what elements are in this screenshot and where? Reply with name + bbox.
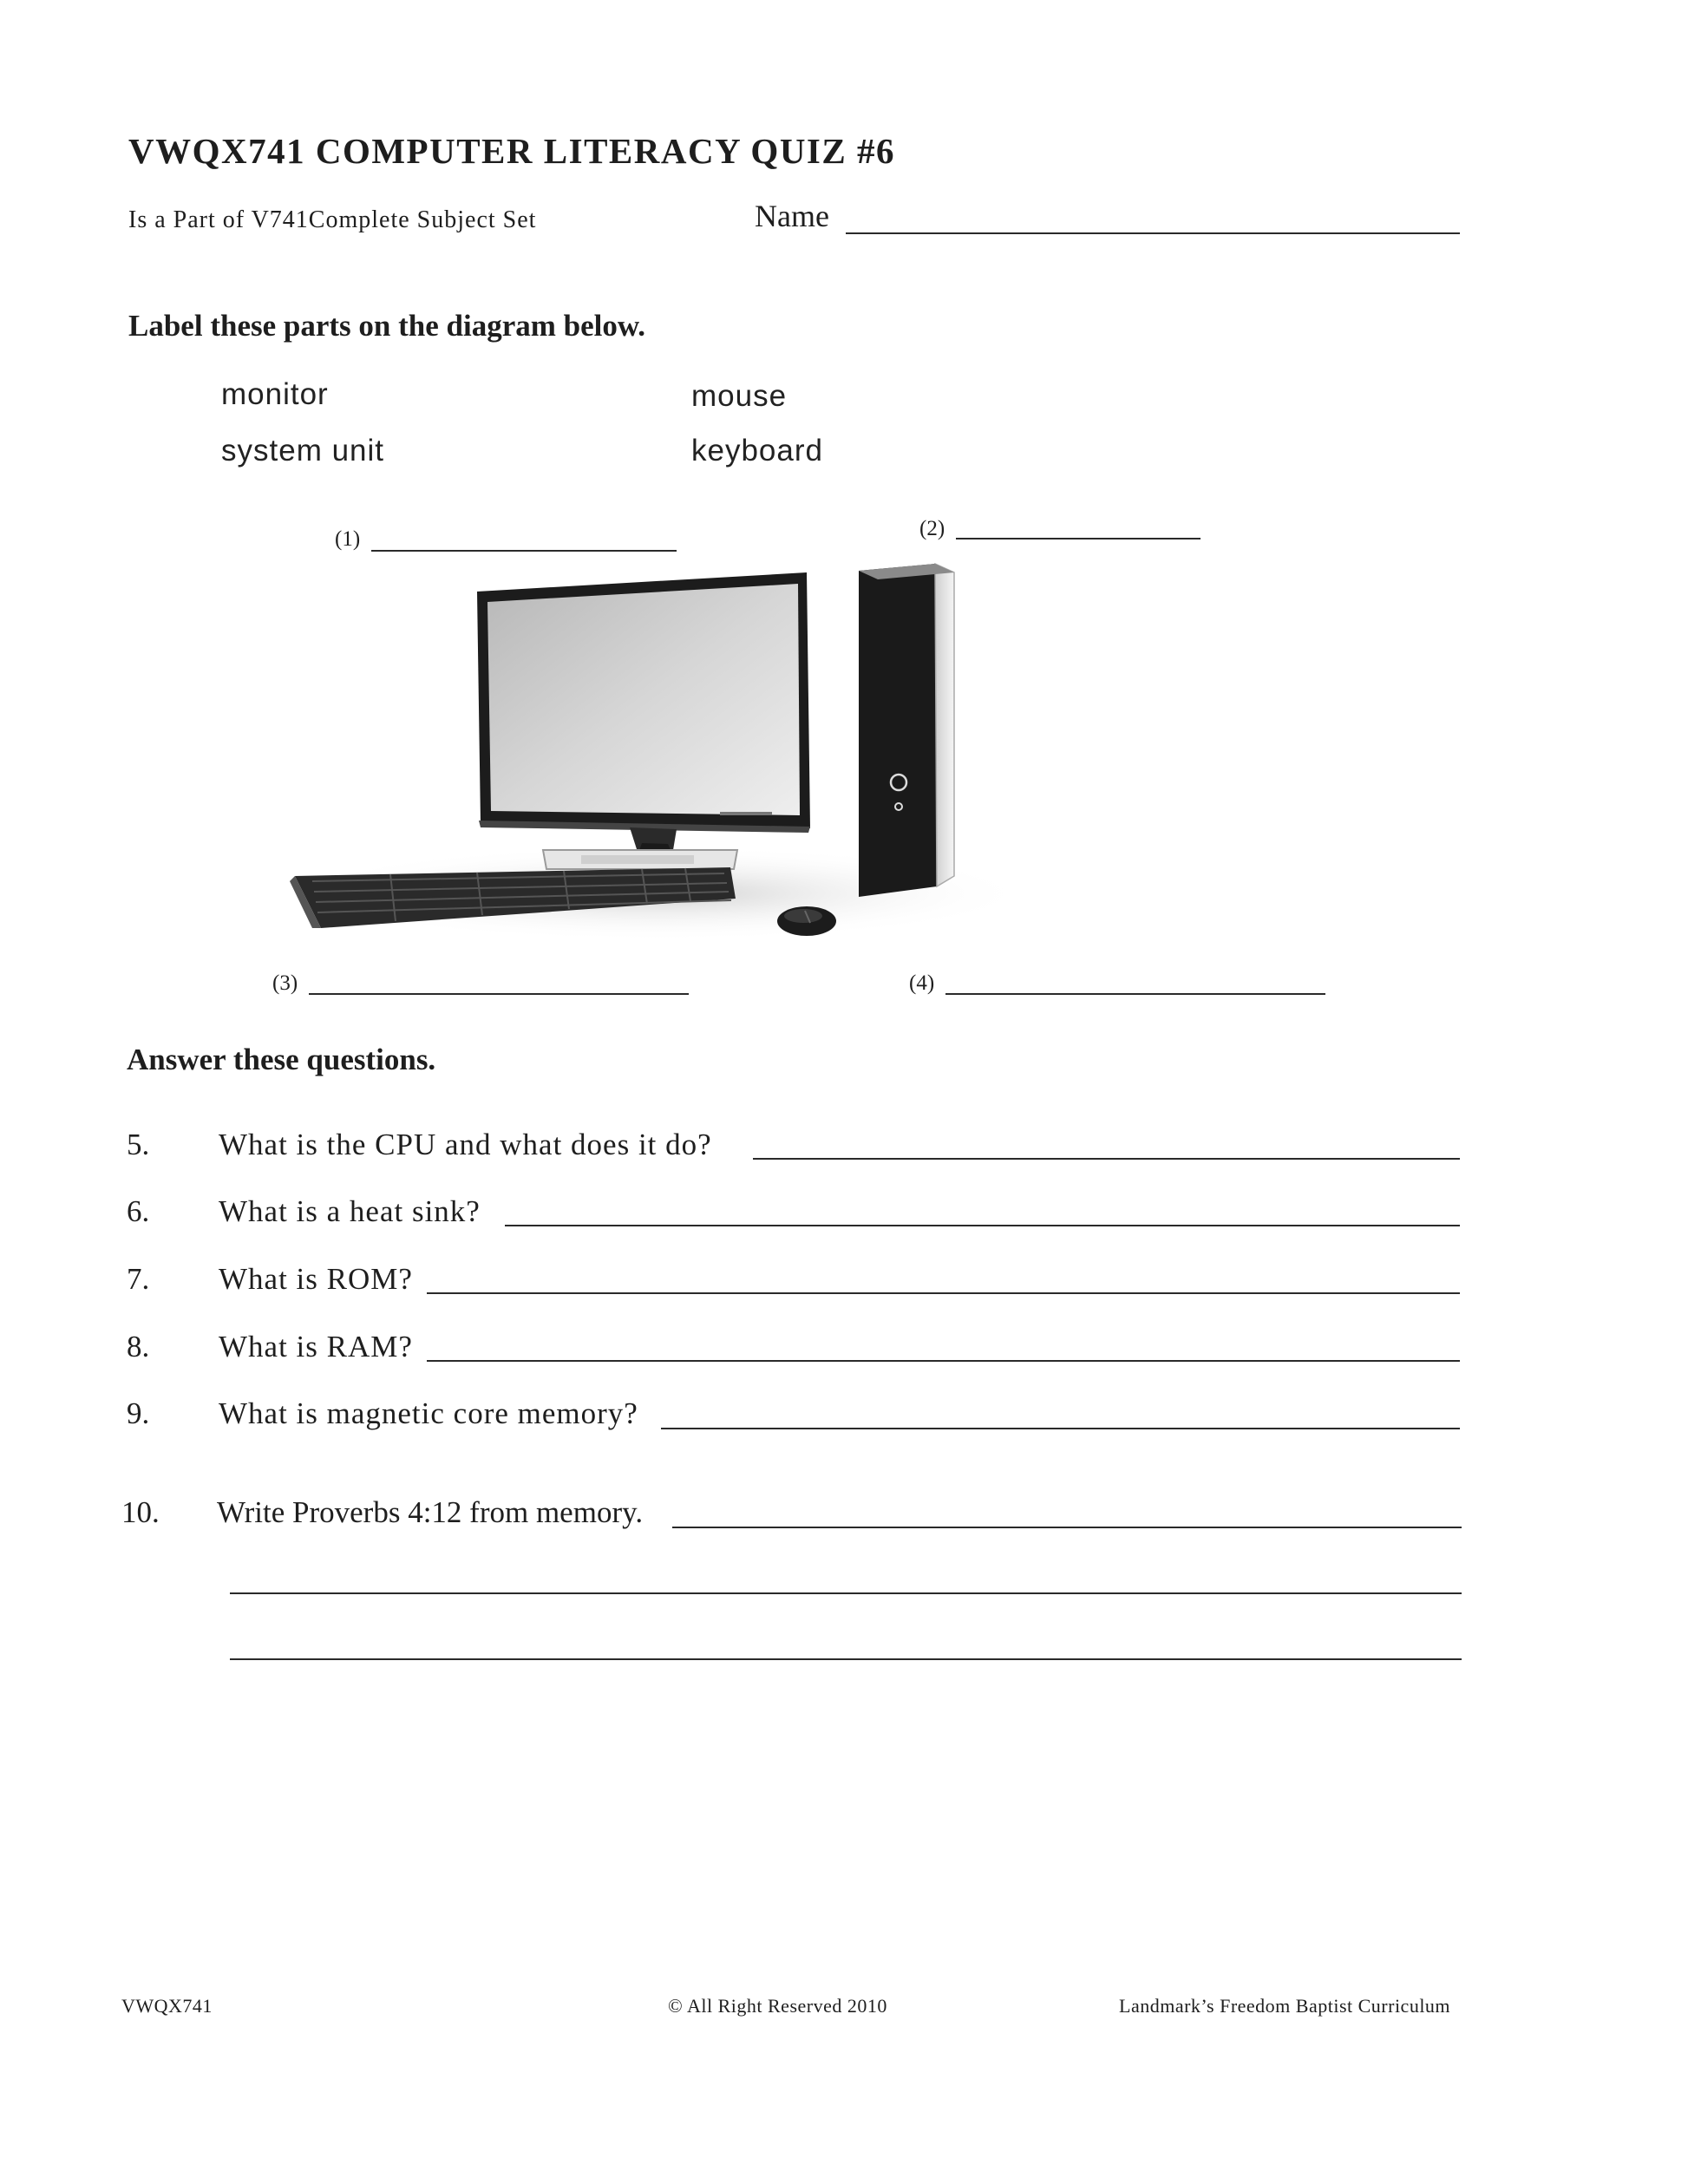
question-5-answer-line[interactable] [753, 1158, 1460, 1160]
question-5-text: What is the CPU and what does it do? [219, 1128, 712, 1161]
blank-label-1: (1) [335, 527, 361, 551]
question-5-number: 5. [127, 1128, 150, 1161]
questions-section-heading: Answer these questions. [127, 1043, 436, 1076]
question-6-answer-line[interactable] [505, 1225, 1460, 1226]
question-9-number: 9. [127, 1396, 150, 1430]
question-9-answer-line[interactable] [661, 1428, 1460, 1429]
blank-label-4: (4) [909, 971, 935, 995]
computer-diagram [286, 546, 1050, 963]
question-8-text: What is RAM? [219, 1330, 413, 1363]
term-monitor: monitor [221, 377, 329, 411]
subject-set-note: Is a Part of V741Complete Subject Set [128, 206, 537, 233]
blank-line-3[interactable] [309, 993, 689, 995]
question-10-answer-line-3[interactable] [230, 1658, 1462, 1660]
footer-copyright: © All Right Reserved 2010 [668, 1995, 887, 2017]
term-system-unit: system unit [221, 434, 384, 468]
term-mouse: mouse [691, 379, 788, 413]
question-8-number: 8. [127, 1330, 150, 1363]
mouse-shape [777, 906, 836, 936]
quiz-title: VWQX741 COMPUTER LITERACY QUIZ #6 [128, 131, 895, 171]
question-10-text: Write Proverbs 4:12 from memory. [217, 1495, 644, 1529]
question-9-text: What is magnetic core memory? [219, 1396, 638, 1430]
question-6-text: What is a heat sink? [219, 1194, 481, 1228]
label-section-heading: Label these parts on the diagram below. [128, 309, 645, 343]
question-10-answer-line-1[interactable] [672, 1527, 1462, 1528]
question-7-answer-line[interactable] [427, 1292, 1460, 1294]
name-answer-line[interactable] [846, 232, 1460, 234]
question-7-text: What is ROM? [219, 1262, 413, 1296]
blank-line-4[interactable] [945, 993, 1325, 995]
blank-line-2[interactable] [956, 538, 1201, 539]
question-7-number: 7. [127, 1262, 150, 1296]
blank-label-2: (2) [919, 517, 945, 540]
question-6-number: 6. [127, 1194, 150, 1228]
system-unit-shape [859, 564, 954, 897]
question-10-number: 10. [121, 1495, 160, 1529]
monitor-shape [477, 572, 810, 869]
name-label: Name [755, 199, 829, 233]
question-10-answer-line-2[interactable] [230, 1592, 1462, 1594]
footer-publisher: Landmark’s Freedom Baptist Curriculum [1119, 1995, 1451, 2017]
blank-label-3: (3) [272, 971, 298, 995]
footer-code: VWQX741 [121, 1995, 213, 2017]
question-8-answer-line[interactable] [427, 1360, 1460, 1362]
term-keyboard: keyboard [691, 434, 823, 468]
